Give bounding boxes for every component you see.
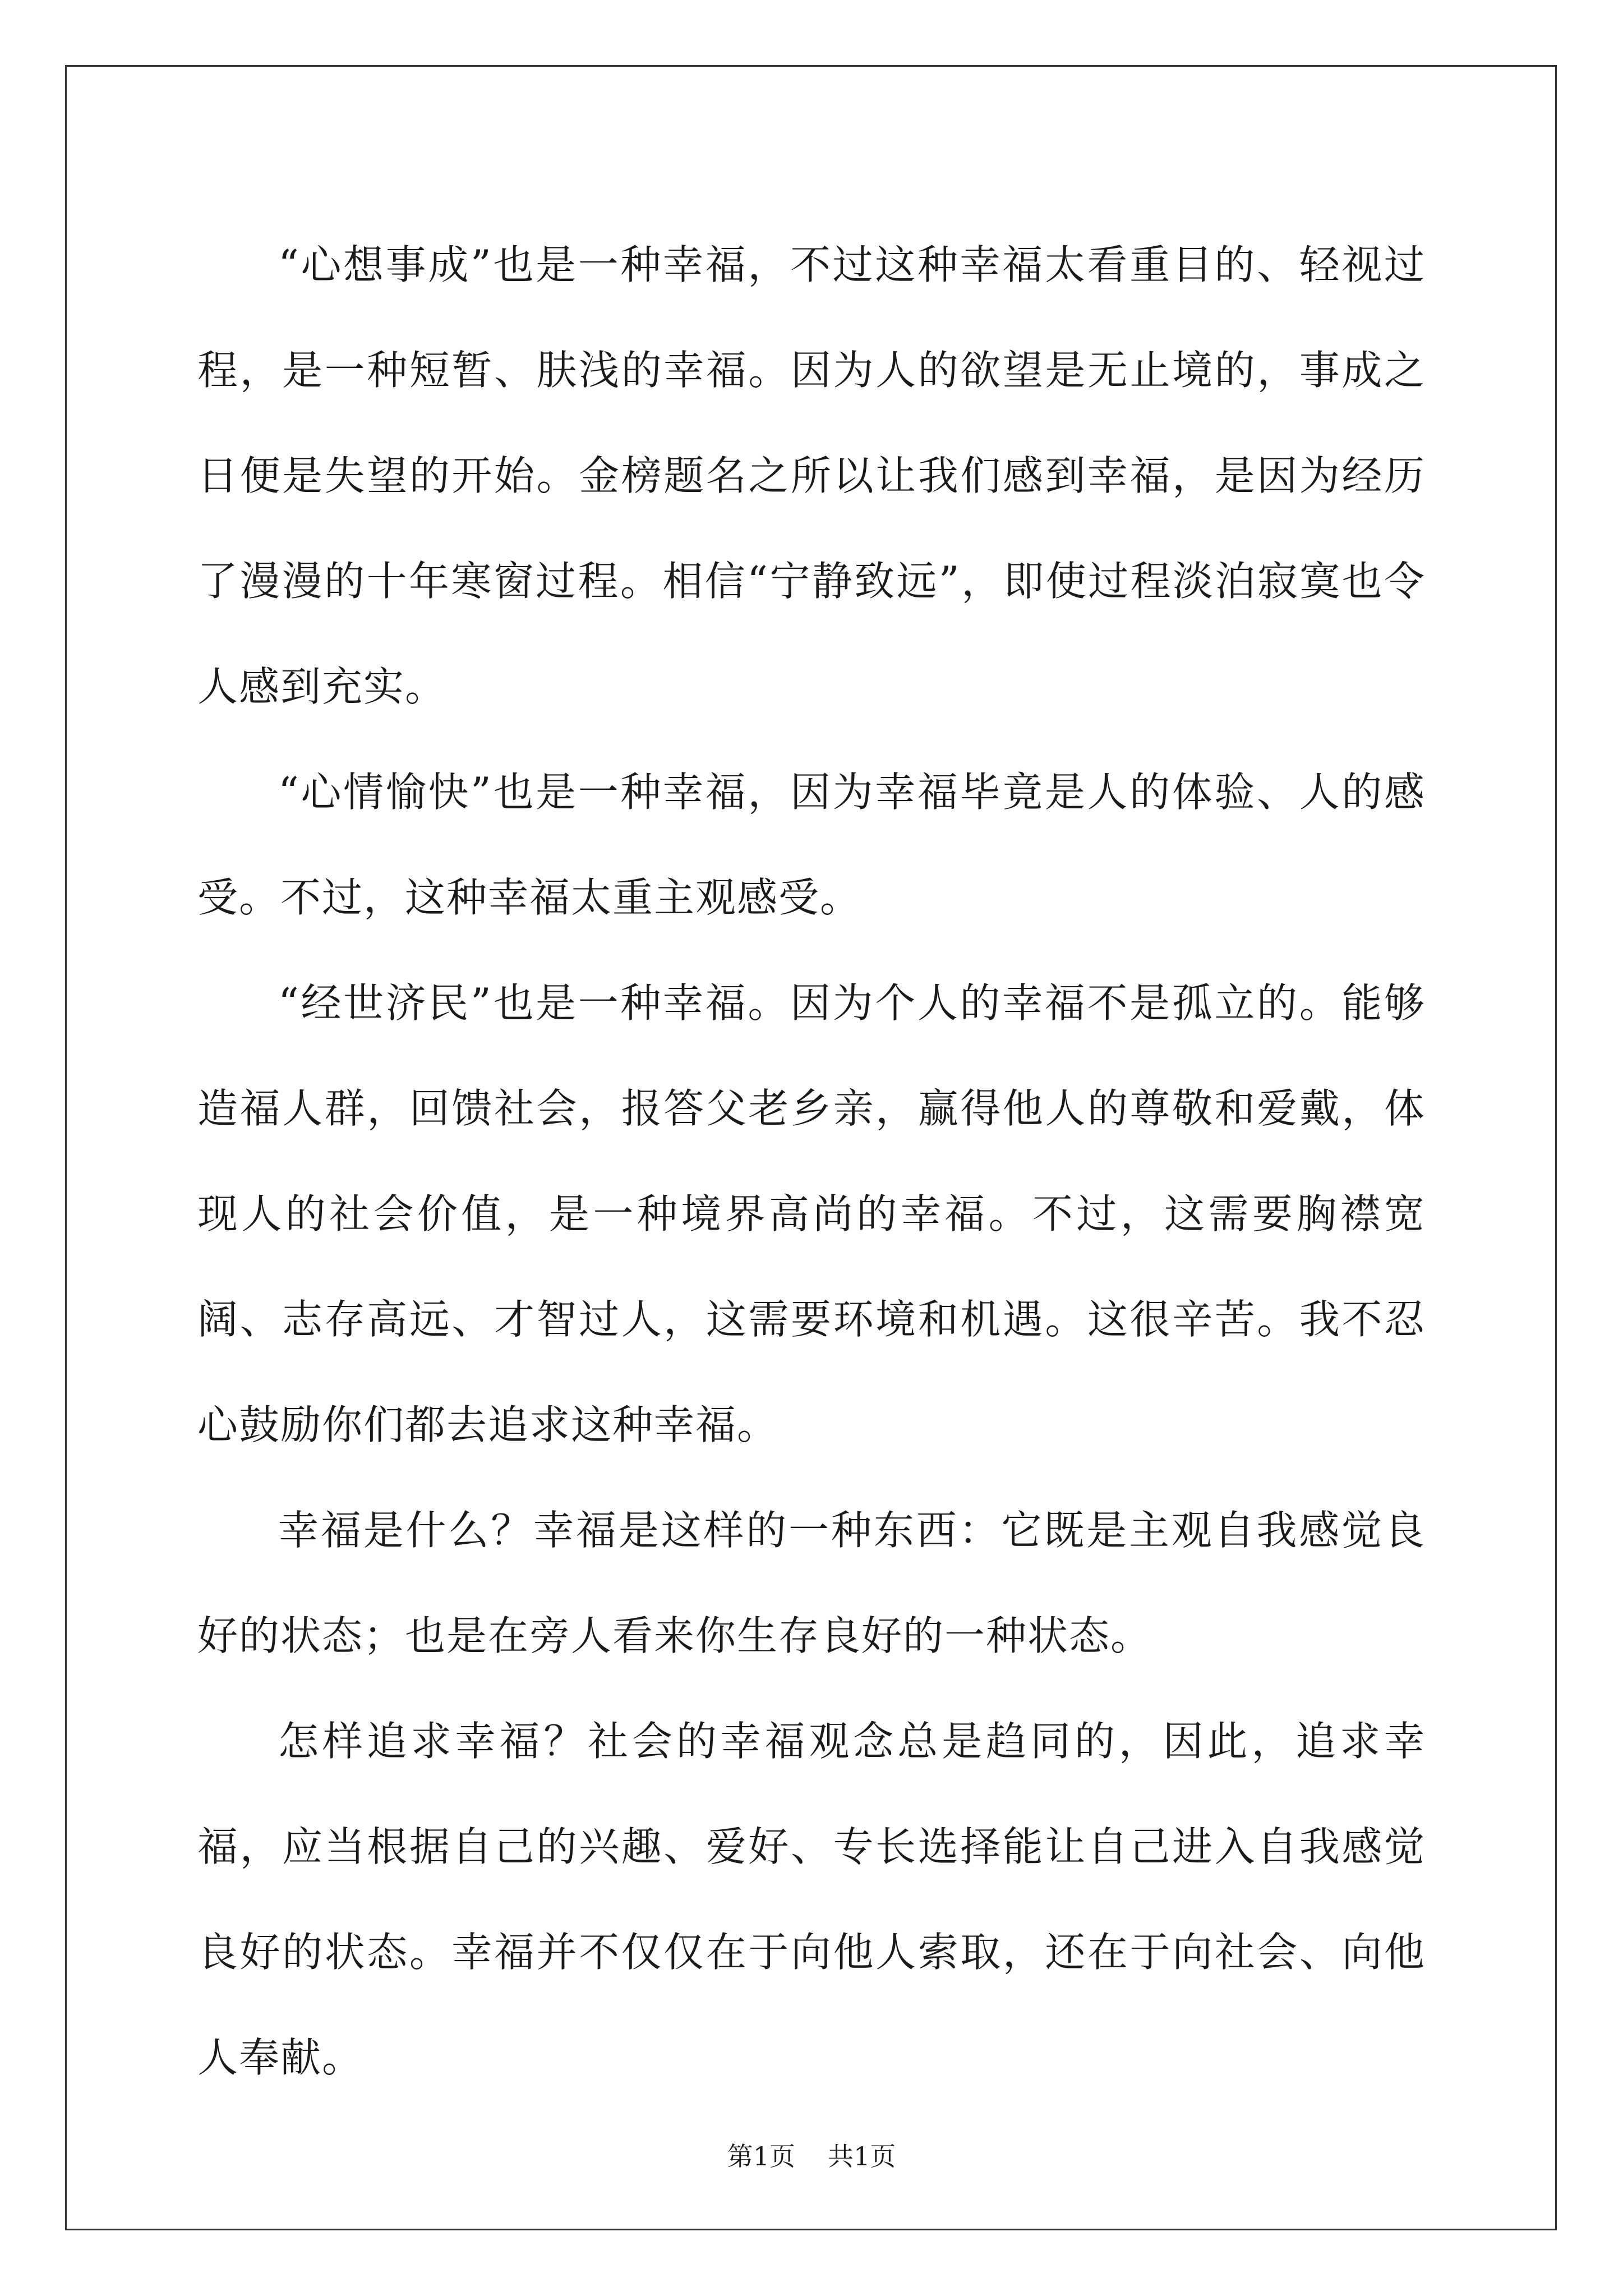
page-number-total: 共1页 xyxy=(828,2141,896,2171)
paragraph-4: 幸福是什么？幸福是这样的一种东西：它既是主观自我感觉良好的状态；也是在旁人看来你生存良好的一种状态。 xyxy=(197,1507,1426,1659)
paragraph-5: 怎样追求幸福？社会的幸福观念总是趋同的，因此，追求幸福，应当根据自己的兴趣、爱好、专长选择能让自己进入自我感觉良好的状态。幸福并不仅仅在于向他人索取，还在于向社会、向他人奉献。 xyxy=(197,1718,1426,2081)
document-body xyxy=(197,212,1426,2110)
paragraph-3: “经世济民”也是一种幸福。因为个人的幸福不是孤立的。能够造福人群，回馈社会，报答父老乡亲，赢得他人的尊敬和爱戴，体现人的社会价值，是一种境界高尚的幸福。不过，这需要胸襟宽阔、志存高远、才智过人，这需要环境和机遇。这很辛苦。我不忍心鼓励你们都去追求这种幸福。 xyxy=(197,979,1426,1448)
paragraph-1: “心想事成”也是一种幸福，不过这种幸福太看重目的、轻视过程，是一种短暂、肤浅的幸福。因为人的欲望是无止境的，事成之日便是失望的开始。金榜题名之所以让我们感到幸福，是因为经历了漫漫的十年寒窗过程。相信“宁静致远”，即使过程淡泊寂寞也令人感到充实。 xyxy=(197,241,1426,710)
paragraph-2: “心情愉快”也是一种幸福，因为幸福毕竟是人的体验、人的感受。不过，这种幸福太重主观感受。 xyxy=(197,769,1426,921)
page-footer xyxy=(0,2139,1623,2173)
page-number-current: 第1页 xyxy=(727,2141,795,2171)
